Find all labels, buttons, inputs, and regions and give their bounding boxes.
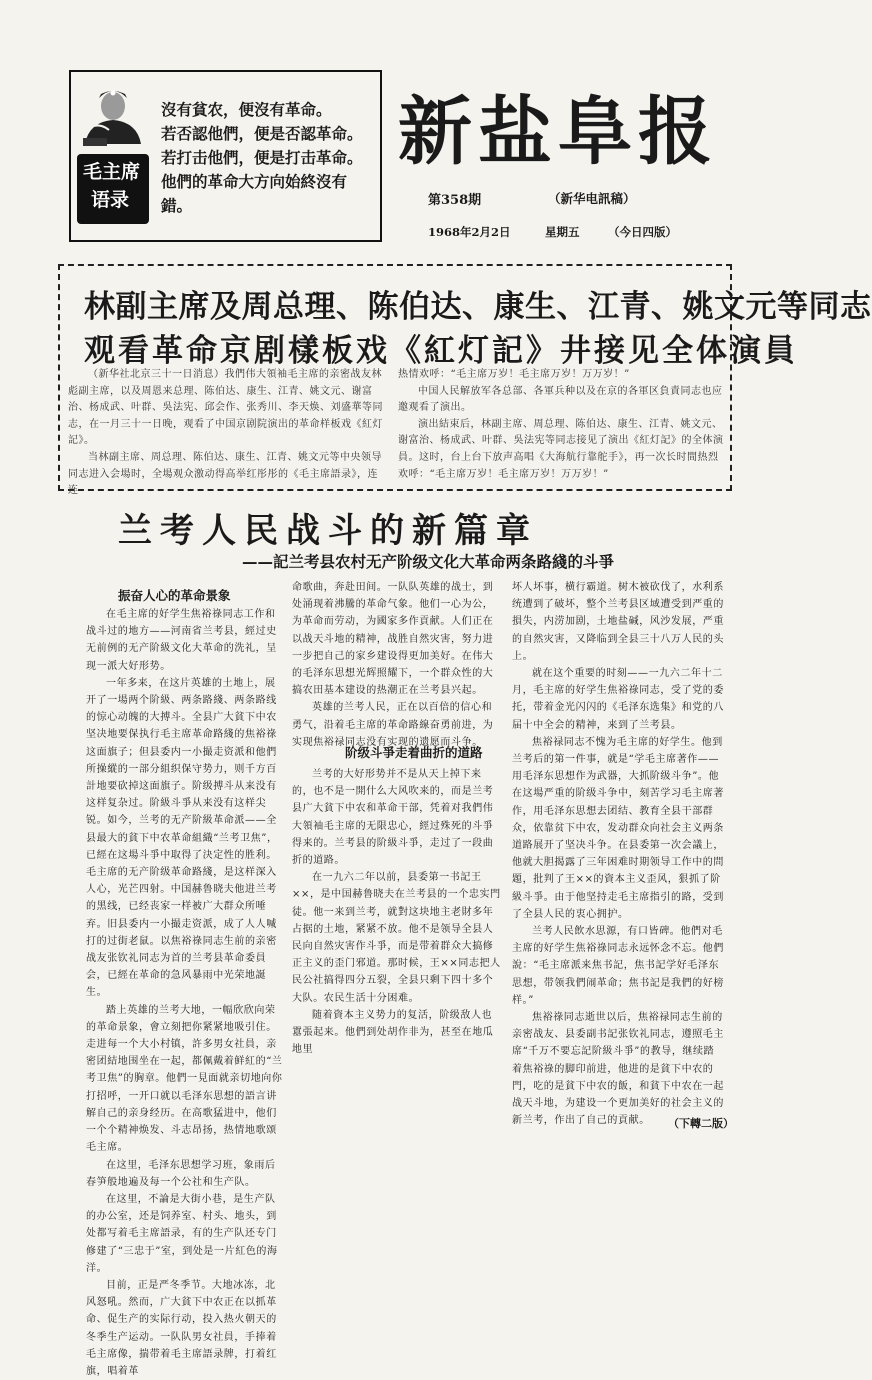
quote-line: 沒有貧农，便沒有革命。 bbox=[161, 100, 332, 119]
article-column-2-top bbox=[292, 579, 502, 748]
paragraph: 一年多来，在这片英雄的土地上，展开了一場两个阶級、两条路綫、两条路线的惊心动魄的大搏斗。全县广大貧下中农坚决地要保执行毛主席革命路綫的焦裕祿这面旗子；但县委内一小撮走资派和他們所操縱的一部分組织保守势力，则千方百計地要砍掉这面旗子。阶级搏斗从来没有这样复杂过。阶級斗爭从来没有这样尖锐。如今，兰考的无产阶級革命派——全县最大的貧下中农革命組織“兰考卫焦”，已經在这場斗爭中取得了決定性的胜利。毛主席的无产阶级革命路綫，是这样深入人心，光芒四射。中国赫鲁晓夫他进兰考的黑线，已经丧家一样被广大群众所唾弃。旧县委内一小撮走资派，成了人人喊打的过街老鼠。以焦裕祿同志生前的亲密战友张钦礼同志为首的兰考县革命委員会，已經在革命的急风暴雨中光荣地誕生。 bbox=[86, 677, 278, 999]
paragraph: 中国人民解放军各总部、各軍兵种以及在京的各軍区負責同志也应邀观看了演出。 bbox=[398, 385, 723, 414]
quotation-box bbox=[69, 70, 382, 242]
quote-line: 他們的革命大方向始終沒有 bbox=[161, 172, 348, 191]
paragraph: 在这里，毛泽东思想学习班，象雨后春笋般地遍及每一个公社和生产队。 bbox=[86, 1159, 276, 1188]
newspaper-masthead: 新盐阜报 bbox=[398, 89, 718, 175]
paragraph: 英雄的兰考人民，正在以百倍的信心和勇气，沿着毛主席的革命路線奋勇前进，为实现焦裕禄同志没有实现的遗愿而斗争。 bbox=[292, 702, 494, 748]
quote-line: 若打击他們，便是打击革命。 bbox=[161, 148, 363, 167]
section-heading: 阶级斗爭走着曲折的道路 bbox=[345, 745, 483, 760]
publication-date: 1968年2月2日 bbox=[428, 225, 511, 239]
section-heading: 振奋人心的革命景象 bbox=[118, 588, 231, 603]
paragraph: 当林副主席、周总理、陈伯达、康生、江青、姚文元等中央领导同志进入会場时，全場观众激动得高举红彤彤的《毛主席語录》，连连 bbox=[68, 451, 382, 497]
paragraph: 坏人坏事，横行霸道。树木被砍伐了，水利系统遭到了破坏，整个兰考县区域遭受到严重的損失，内涝加剧，土地盐碱，风沙发展，严重的自然灾害，又降临到全县三十八万人民的头上。 bbox=[512, 582, 724, 662]
paragraph: （新华社北京三十一日消息）我們伟大領袖毛主席的亲密战友林彪副主席，以及周恩来总理、陈伯达、康生、江青、姚文元、谢富治、杨成武、叶群、吳法宪、邱会作、张秀川、李天焕、刘盛華等同志，在一月三十一日晚，观看了中国京剧院演出的革命样板戏《紅灯記》。 bbox=[68, 369, 383, 447]
paragraph: 演出結束后，林副主席、周总理、陈伯达、康生、江青、姚文元、谢富治、杨成武、叶群、吳法宪等同志接见了演出《紅灯記》的全体演員。这时，台上台下放声高唱《大海航行靠舵手》，再一次长时間热烈欢呼：“毛主席万岁！毛主席万岁！万万岁！” bbox=[398, 418, 724, 480]
page-count: （今日四版） bbox=[608, 225, 677, 239]
quotation-badge bbox=[77, 154, 149, 224]
paragraph: 兰考的大好形势并不是从天上掉下来的，也不是一開什么大风吹来的，而是兰考县广大貧下中农和革命干部，凭着对我們伟大領袖毛主席的无限忠心，經过殊死的斗爭得来的。兰考县的阶級斗爭，走过了一段曲折的道路。 bbox=[292, 769, 494, 867]
paragraph: 随着資本主义势力的复活，阶级敌人也囂張起来。他們到处胡作非为，甚至在地瓜地里 bbox=[292, 1009, 494, 1056]
lead-headline-line-1: 林副主席及周总理、陈伯达、康生、江青、姚文元等同志 bbox=[84, 289, 872, 325]
quote-line: 錯。 bbox=[161, 196, 193, 215]
quote-line: 若否認他們，便是否認革命。 bbox=[161, 124, 363, 143]
lead-body-left bbox=[68, 367, 386, 497]
paragraph: 焦裕祿同志逝世以后，焦裕禄同志生前的亲密战友、县委副书記张钦礼同志，遵照毛主席“千万不要忘記阶級斗爭”的教导，继续踏着焦裕祿的脚印前进，他进的是貧下中农的門，吃的是貧下中农的飯，和貧下中农在一起战天斗地，为建设一个更加美好的社会主义的新兰考，作出了自己的貢献。 bbox=[512, 1012, 724, 1127]
portrait-image bbox=[79, 82, 147, 152]
feature-subtitle: ——記兰考县农村无产阶级文化大革命两条路綫的斗爭 bbox=[242, 553, 615, 571]
paragraph: 兰考人民飲水思源，有口皆碑。他們对毛主席的好学生焦裕祿同志永远怀念不忘。他們說：“毛主席派来焦书記，焦书記学好毛泽东思想，带领我們闹革命；焦书記是我們的好榜样。” bbox=[512, 926, 724, 1006]
paragraph: 热情欢呼：“毛主席万岁！毛主席万岁！万万岁！” bbox=[398, 369, 630, 380]
paragraph: 命歌曲，奔赴田间。一队队英雄的战士，到处涌现着沸騰的革命气象。他们一心为公，为革命而劳动，为國家多作貢献。人们正在以战天斗地的精神，战胜自然灾害，努力进一步把自己的家乡建设得更加美好。在伟大的毛泽东思想光辉照耀下，一个群众性的大搞农田基本建设的热潮正在兰考县兴起。 bbox=[292, 582, 494, 697]
paragraph: 在这里，不論是大街小巷，是生产队的办公室，还是饲养室、村头、地头，到处都写着毛主席語录，有的生产队还专门修建了“三忠于”室，到处是一片紅色的海洋。 bbox=[86, 1193, 278, 1274]
badge-line-1: 毛主席 bbox=[83, 161, 141, 183]
paragraph: 就在这个重要的时刻——一九六二年十二月，毛主席的好学生焦裕祿同志，受了党的委托，带着金光闪闪的《毛泽东选集》和党的八届十中全会的精神，来到了兰考县。 bbox=[512, 668, 724, 731]
paragraph: 在一九六二年以前，县委第一书記王××，是中国赫鲁晓夫在兰考县的一个忠实門徒。他一来到兰考，就對这块地主老財多年占据的土地，紧紧不放。他不是领导全县人民向自然灾害作斗爭，而是带着群众大搞修正主义的歪门邪道。那时候，王××同志把人民公社搞得四分五裂，全县只剩下四十多个大队。农民生活十分困难。 bbox=[292, 872, 501, 1004]
issue-number: 第358期 bbox=[428, 193, 482, 208]
news-source: （新华电訊稿） bbox=[548, 191, 636, 206]
paragraph: 焦裕禄同志不愧为毛主席的好学生。他到兰考后的第一件事，就是“学毛主席著作——用毛泽东思想作为武器，大抓阶级斗争”。他在这場严重的阶级斗争中，刻苦学习毛主席著作，用毛泽东思想去团结、教育全县干部群众，依靠贫下中农，发动群众向社会主义两条道路展开了坚决斗争。在县委第一次会議上，他就大胆揭露了三年困难时期领导工作中的問題，批判了王××的資本主义歪风，狠抓了阶級斗爭。由于他坚持走毛主席指引的路，受到了全县人民的衷心拥护。 bbox=[512, 736, 724, 920]
paragraph: 在毛主席的好学生焦裕祿同志工作和战斗过的地方——河南省兰考县，經过史无前例的无产阶級文化大革命的洗礼，呈现一派大好形势。 bbox=[86, 609, 277, 672]
weekday: 星期五 bbox=[545, 225, 580, 239]
lead-headline-line-2: 观看革命京剧樣板戏《紅灯記》井接见全体演員 bbox=[84, 333, 798, 369]
quotation-text bbox=[161, 98, 375, 218]
article-column-1 bbox=[86, 606, 284, 1377]
article-column-2-bottom bbox=[292, 766, 502, 1136]
feature-title: 兰考人民战斗的新篇章 bbox=[118, 511, 538, 551]
paragraph: 踏上英雄的兰考大地，一幅欣欣向荣的革命景象，會立刻把你紧紧地吸引住。走进每一个大小村镇，許多男女社員，亲密团結地围坐在一起，都佩戴着鲜紅的“兰考卫焦”的胸章。他們一見面就亲切地向你打招呼，一开口就以毛泽东思想的語言讲解自己的亲身经历。在高歌猛进中，他们一个个精神焕发、斗志昂扬，热情地歌颂毛主席。 bbox=[86, 1004, 283, 1154]
paragraph: 目前，正是严冬季节。大地冰冻，北风怒吼。然而，广大貧下中农正在以抓革命、促生产的实际行动，投入热火朝天的冬季生产运动。一队队男女社員，手捧着毛主席像，揣带着毛主席語录牌，打着红旗，唱着革 bbox=[86, 1279, 277, 1377]
badge-line-2: 语录 bbox=[91, 189, 130, 211]
lead-body-right bbox=[398, 367, 724, 483]
continued-note: （下轉二版） bbox=[668, 1117, 734, 1130]
